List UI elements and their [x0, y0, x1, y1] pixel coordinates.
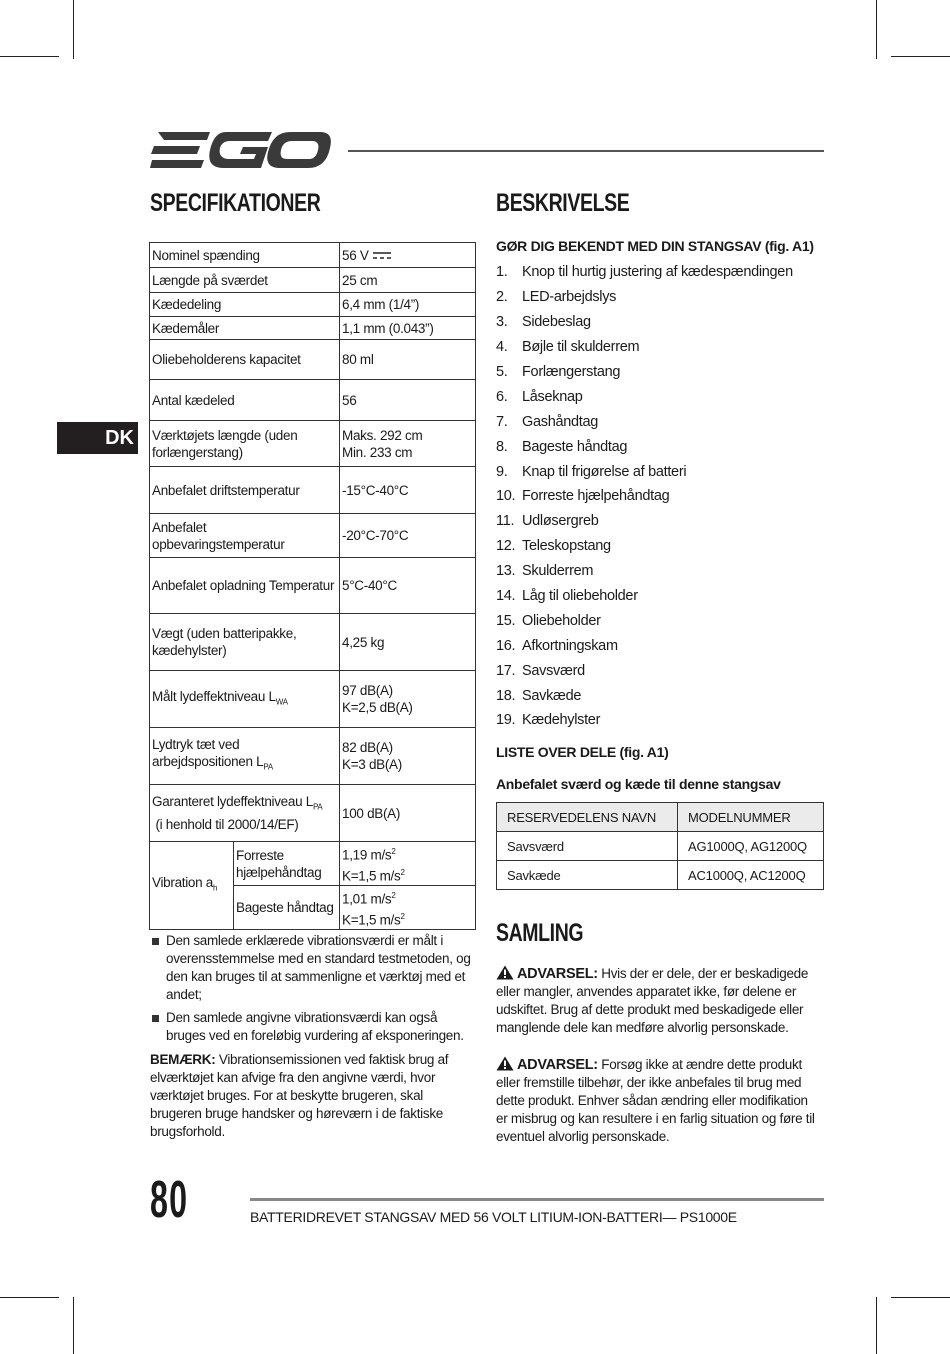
spec-label: Anbefalet opbevaringstemperatur	[150, 514, 340, 558]
table-row	[150, 614, 476, 671]
warning-paragraph: ADVARSEL: Forsøg ikke at ændre dette produkt eller fremstille tilbehør, der ikke anbefales til brug med dette produkt. Enhver sådan ændring eller modifikation er misbrug og kan resultere i en farlig situation og føre til eventuel alvorlig personskade.	[496, 1057, 815, 1144]
vibration-part: Bageste håndtag	[234, 886, 340, 930]
spec-value: 4,25 kg	[340, 614, 476, 671]
spec-value: 56	[340, 380, 476, 421]
recommendation-title: Anbefalet sværd og kæde til denne stangsav	[496, 776, 781, 792]
warning-icon	[496, 965, 514, 980]
vibration-part: Forreste hjælpehåndtag	[234, 842, 340, 886]
column-header: RESERVEDELENS NAVN	[497, 803, 678, 832]
spec-label: Antal kædeled	[150, 380, 340, 421]
spec-label: Garanteret lydeffektniveau $L_{PA}$ (i henhold til 2000/14/EF)	[150, 785, 340, 842]
table-row	[150, 268, 476, 293]
list-item: 12. Teleskopstang	[496, 538, 611, 555]
spec-value: 5°C-40°C	[340, 558, 476, 614]
parts-list-title: LISTE OVER DELE (fig. A1)	[496, 744, 669, 760]
ego-logo	[150, 128, 332, 172]
table-row	[497, 832, 824, 861]
list-item: 7. Gashåndtag	[496, 413, 599, 430]
spec-value: 100 dB(A)	[340, 785, 476, 842]
footer-title: BATTERIDREVET STANGSAV MED 56 VOLT LITIUM-ION-BATTERI— PS1000E	[250, 1209, 737, 1225]
spec-label: Anbefalet opladning Temperatur	[150, 558, 340, 614]
spec-label: Målt lydeffektniveau $L_{WA}$	[150, 671, 340, 728]
spec-value: 97 dB(A) K=2,5 dB(A)	[340, 671, 476, 728]
list-item: 15. Oliebeholder	[496, 612, 601, 629]
list-item: Den samlede angivne vibrationsværdi kan også bruges ved en foreløbig vurdering af eksponeringen.	[150, 1009, 476, 1045]
spare-parts-table	[496, 802, 824, 890]
specifications-title: SPECIFIKATIONER	[150, 189, 321, 217]
crop-mark	[73, 0, 74, 59]
crop-mark	[0, 1297, 59, 1298]
table-cell: AG1000Q, AG1200Q	[678, 832, 824, 861]
list-item: 9. Knap til frigørelse af batteri	[496, 463, 687, 480]
note-paragraph: BEMÆRK: Vibrationsemissionen ved faktisk brug af elværktøjet kan afvige fra den angivne værdi, hvor værktøjet bruges. For at beskytte brugeren, skal brugeren bruge handsker og høreværn i de faktiske brugsforhold.	[150, 1052, 449, 1139]
specifications-table	[149, 242, 476, 930]
assembly-title: SAMLING	[496, 919, 584, 947]
table-row	[150, 514, 476, 558]
table-row	[150, 380, 476, 421]
crop-mark	[891, 1297, 950, 1298]
spec-value: 1,1 mm (0.043”)	[340, 317, 476, 340]
table-row	[150, 785, 476, 842]
spec-value: -15°C-40°C	[340, 467, 476, 514]
dc-symbol-icon	[372, 251, 392, 261]
crop-mark	[0, 56, 59, 57]
description-title: BESKRIVELSE	[496, 189, 630, 217]
vibration-notes	[150, 932, 476, 1050]
list-item: 1. Knop til hurtig justering af kædespændingen	[496, 264, 793, 281]
spec-value: 82 dB(A) K=3 dB(A)	[340, 728, 476, 785]
spec-label: Nominel spænding	[150, 243, 340, 268]
list-item: 8. Bageste håndtag	[496, 438, 628, 455]
parts-list	[496, 260, 826, 733]
table-row	[150, 558, 476, 614]
list-item: 17. Savsværd	[496, 662, 585, 679]
crop-mark	[891, 56, 950, 57]
spec-value: -20°C-70°C	[340, 514, 476, 558]
table-header-row	[497, 803, 824, 832]
spec-label: Værktøjets længde (uden forlængerstang)	[150, 421, 340, 467]
spec-label: Oliebeholderens kapacitet	[150, 340, 340, 380]
language-tab: DK	[57, 422, 138, 454]
spec-value: Maks. 292 cm Min. 233 cm	[340, 421, 476, 467]
spec-value: 80 ml	[340, 340, 476, 380]
page-number: 80	[150, 1171, 189, 1229]
vibration-value: 1,19 $m/s^2$ K=1,5 $m/s^2$	[340, 842, 476, 886]
list-item: 10. Forreste hjælpehåndtag	[496, 488, 670, 505]
spec-label: Vægt (uden batteripakke, kædehylster)	[150, 614, 340, 671]
spec-label: Kædemåler	[150, 317, 340, 340]
footer-rule	[250, 1198, 824, 1201]
table-row	[150, 340, 476, 380]
spec-label: Kædedeling	[150, 293, 340, 317]
spec-label: Længde på sværdet	[150, 268, 340, 293]
crop-mark	[73, 1297, 74, 1354]
table-row	[150, 317, 476, 340]
column-header: MODELNUMMER	[678, 803, 824, 832]
spec-value: 25 cm	[340, 268, 476, 293]
list-item: 18. Savkæde	[496, 687, 582, 704]
table-cell: Savkæde	[497, 861, 678, 890]
table-row	[150, 728, 476, 785]
spec-label: Lydtryk tæt ved arbejdspositionen $L_{PA}$	[150, 728, 340, 785]
table-cell: Savsværd	[497, 832, 678, 861]
table-row	[150, 842, 476, 886]
vibration-label: Vibration $a_h$	[150, 842, 234, 930]
table-row	[150, 671, 476, 728]
warning-paragraph: ADVARSEL: Hvis der er dele, der er beskadigede eller mangler, anvendes apparatet ikke, før delene er udskiftet. Brug af dette produkt med beskadigede eller manglende dele kan medføre alvorlig personskade.	[496, 966, 809, 1035]
spec-value: 56 V	[340, 243, 476, 268]
spec-value: 6,4 mm (1/4”)	[340, 293, 476, 317]
list-item: 3. Sidebeslag	[496, 314, 591, 331]
table-row	[497, 861, 824, 890]
crop-mark	[876, 0, 877, 59]
vibration-value: 1,01 $m/s^2$ K=1,5 $m/s^2$	[340, 886, 476, 930]
list-item: 13. Skulderrem	[496, 563, 594, 580]
table-cell: AC1000Q, AC1200Q	[678, 861, 824, 890]
table-row	[150, 243, 476, 268]
list-item: 19. Kædehylster	[496, 712, 601, 729]
note-label: BEMÆRK:	[150, 1052, 216, 1067]
warning-icon	[496, 1056, 514, 1071]
list-item: Den samlede erklærede vibrationsværdi er målt i overensstemmelse med en standard testmetoden, og den kan bruges til at sammenligne et værktøj med et andet;	[150, 932, 476, 1004]
table-row	[150, 421, 476, 467]
list-item: 11. Udløsergreb	[496, 513, 599, 530]
list-item: 16. Afkortningskam	[496, 637, 618, 654]
header-rule	[348, 150, 824, 152]
table-row	[150, 293, 476, 317]
list-item: 4. Bøjle til skulderrem	[496, 339, 640, 356]
description-subtitle: GØR DIG BEKENDT MED DIN STANGSAV (fig. A1)	[496, 238, 814, 254]
spec-label: Anbefalet driftstemperatur	[150, 467, 340, 514]
table-row	[150, 467, 476, 514]
list-item: 2. LED-arbejdslys	[496, 289, 617, 306]
list-item: 14. Låg til oliebeholder	[496, 588, 638, 605]
list-item: 5. Forlængerstang	[496, 364, 621, 380]
list-item: 6. Låseknap	[496, 388, 583, 405]
crop-mark	[876, 1297, 877, 1354]
